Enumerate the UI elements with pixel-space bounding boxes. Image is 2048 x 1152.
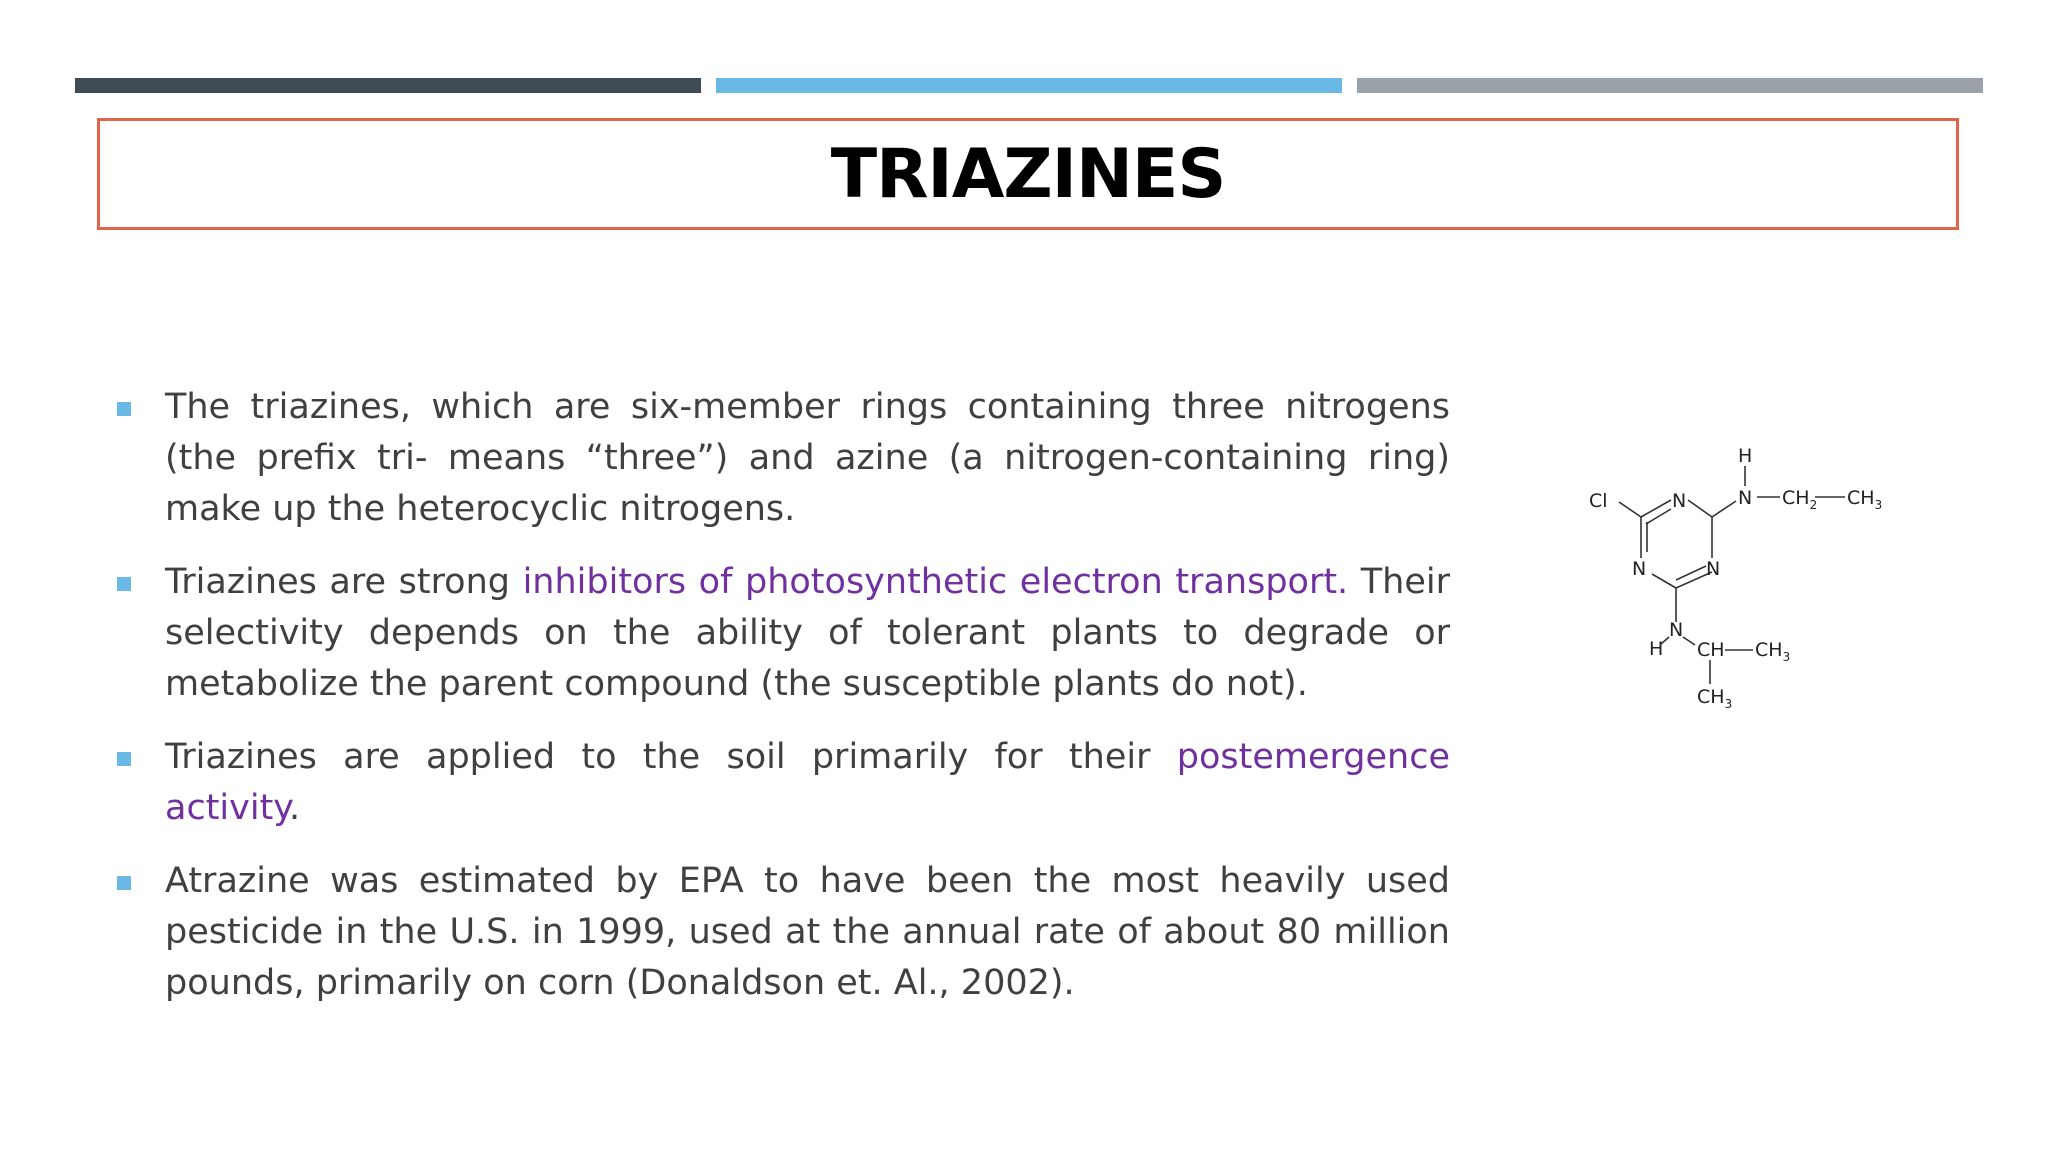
ch-bond (1683, 637, 1695, 645)
accent-bar-dark (75, 78, 701, 93)
bullet-marker-icon (117, 876, 131, 890)
n-bond (1712, 501, 1736, 517)
atom-cl: Cl (1589, 490, 1608, 512)
atrazine-structure-diagram (1575, 438, 1915, 718)
accent-bar-gray (1357, 78, 1983, 93)
bullet-text: Triazines are strong (165, 562, 523, 602)
atom-n: N (1672, 490, 1687, 512)
group-ch: CH (1697, 639, 1725, 661)
bullet-text: Atrazine was estimated by EPA to have been the most heavily used pesticide in the U.S. in 1999, used at the annual rate of about 80 million pounds, primarily on corn (Donaldson et. Al., 2002). (165, 861, 1450, 1003)
highlighted-term: inhibitors of photosynthetic electron transport. (522, 562, 1349, 602)
atom-n: N (1706, 558, 1721, 580)
bullet-marker-icon (117, 402, 131, 416)
bullet-marker-icon (117, 752, 131, 766)
accent-bar-blue (716, 78, 1342, 93)
atom-h: H (1738, 445, 1753, 467)
bullet-text: The triazines, which are six-member rings containing three nitrogens (the prefix tri- means “three”) and azine (a nitrogen-containing ring) make up the heterocyclic nitrogens. (165, 387, 1450, 529)
ring-bond (1652, 574, 1676, 588)
ring-bond-double (1676, 566, 1706, 580)
title-box (97, 118, 1959, 230)
group-ch3: $CH_3$ (1697, 686, 1733, 711)
bullet-item (115, 382, 1450, 535)
ring-bond (1688, 500, 1712, 517)
atom-n: N (1738, 487, 1753, 509)
atom-n: N (1632, 558, 1647, 580)
group-ch3: $CH_3$ (1755, 639, 1791, 664)
ring-bond (1641, 500, 1671, 517)
bullet-text: Their selectivity depends on the ability of tolerant plants to degrade or metabolize the parent compound (the susceptible plants do not). (165, 562, 1450, 704)
bullet-text: . (289, 788, 301, 828)
atom-h: H (1649, 638, 1664, 660)
slide-title: TRIAZINES (830, 134, 1226, 214)
bullet-text: Triazines are applied to the soil primarily for their (165, 737, 1177, 777)
atom-n: N (1669, 619, 1684, 641)
bullet-marker-icon (117, 577, 131, 591)
bullet-list (115, 382, 1450, 1031)
bullet-item (115, 557, 1450, 710)
highlighted-term: postemergence activity (165, 737, 1450, 828)
bullet-item (115, 856, 1450, 1009)
cl-bond (1619, 502, 1641, 517)
group-ch2: $CH_2$ (1782, 487, 1818, 512)
group-ch3: $CH_3$ (1847, 487, 1883, 512)
bullet-item (115, 732, 1450, 834)
